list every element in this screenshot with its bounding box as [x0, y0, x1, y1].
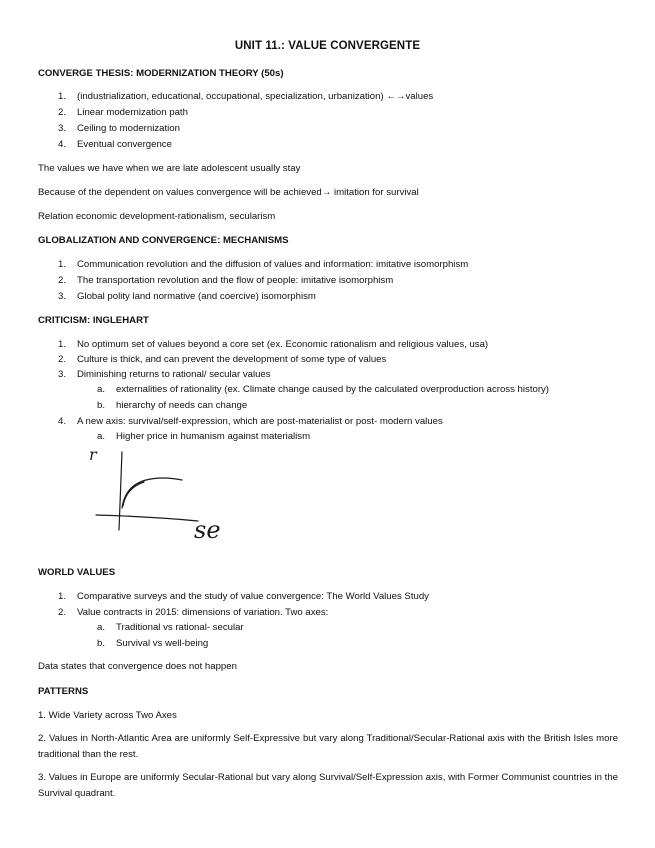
list-item: Culture is thick, and can prevent the development of some type of values — [77, 354, 387, 365]
paragraph: Data states that convergence does not happen — [38, 661, 237, 672]
section-heading-world-values: WORLD VALUES — [38, 567, 116, 578]
sublist-item: hierarchy of needs can change — [116, 400, 248, 411]
list-item: Communication revolution and the diffusion of values and information: imitative isomorphism — [77, 259, 469, 270]
list-item: A new axis: survival/self-expression, which are post-materialist or post- modern values — [77, 416, 443, 427]
list-item: Comparative surveys and the study of value convergence: The World Values Study — [77, 591, 429, 602]
list-number: 1. — [58, 259, 67, 270]
paragraph: Because of the dependent on values convergence will be achieved→ imitation for survival — [38, 187, 419, 198]
list-item: (industrialization, educational, occupational, specialization, urbanization) ←→values — [77, 91, 434, 102]
list-item: Diminishing returns to rational/ secular values — [77, 369, 271, 380]
list-number: 1. — [58, 91, 67, 102]
list-number: 3. — [58, 369, 67, 380]
section-heading-convergence-thesis: CONVERGE THESIS: MODERNIZATION THEORY (50s) — [38, 68, 284, 79]
sketch-y-axis — [119, 452, 122, 530]
paragraph: 1. Wide Variety across Two Axes — [38, 710, 177, 721]
list-item: Ceiling to modernization — [77, 123, 180, 134]
sublist-letter: a. — [97, 384, 106, 395]
sublist-letter: a. — [97, 431, 106, 442]
handwritten-sketch — [86, 444, 246, 546]
list-number: 2. — [58, 107, 67, 118]
section-heading-globalization: GLOBALIZATION AND CONVERGENCE: MECHANISMS — [38, 235, 289, 246]
list-item: No optimum set of values beyond a core set (ex. Economic rationalism and religious values, usa) — [77, 339, 489, 350]
list-item: Linear modernization path — [77, 107, 188, 118]
sublist-item: externalities of rationality (ex. Climate change caused by the calculated overproduction across history) — [116, 384, 550, 395]
sketch-y-label: r — [89, 445, 97, 464]
list-item: Value contracts in 2015: dimensions of variation. Two axes: — [77, 607, 329, 618]
list-number: 4. — [58, 416, 67, 427]
page-title: UNIT 11.: VALUE CONVERGENTE — [234, 40, 421, 52]
list-number: 1. — [58, 591, 67, 602]
section-heading-patterns: PATTERNS — [38, 686, 89, 697]
list-item: Eventual convergence — [77, 139, 172, 150]
sublist-letter: a. — [97, 622, 106, 633]
list-item: Global polity land normative (and coercive) isomorphism — [77, 291, 316, 302]
sublist-letter: b. — [97, 638, 106, 649]
list-number: 1. — [58, 339, 67, 350]
sublist-item: Higher price in humanism against materialism — [116, 431, 311, 442]
list-number: 4. — [58, 139, 67, 150]
sublist-item: Traditional vs rational- secular — [116, 622, 244, 633]
sublist-letter: b. — [97, 400, 106, 411]
paragraph: Relation economic development-rationalism, secularism — [38, 211, 276, 222]
sublist-item: Survival vs well-being — [116, 638, 209, 649]
list-number: 3. — [58, 123, 67, 134]
paragraph: 3. Values in Europe are uniformly Secular-Rational but vary along Survival/Self-Expression axis, with Former Communist countries in the Survival quadrant. — [38, 772, 618, 799]
list-number: 3. — [58, 291, 67, 302]
sketch-curve — [122, 478, 182, 508]
sketch-x-axis — [96, 515, 198, 521]
list-item: The transportation revolution and the flow of people: imitative isomorphism — [77, 275, 394, 286]
list-number: 2. — [58, 354, 67, 365]
section-heading-criticism: CRITICISM: INGLEHART — [38, 315, 149, 326]
list-number: 2. — [58, 607, 67, 618]
paragraph: 2. Values in North-Atlantic Area are uniformly Self-Expressive but vary along Traditional/Secular-Rational axis with the British Isles more traditional than the rest. — [38, 733, 618, 760]
paragraph: The values we have when we are late adolescent usually stay — [38, 163, 301, 174]
sketch-x-label: se — [194, 516, 221, 544]
list-number: 2. — [58, 275, 67, 286]
